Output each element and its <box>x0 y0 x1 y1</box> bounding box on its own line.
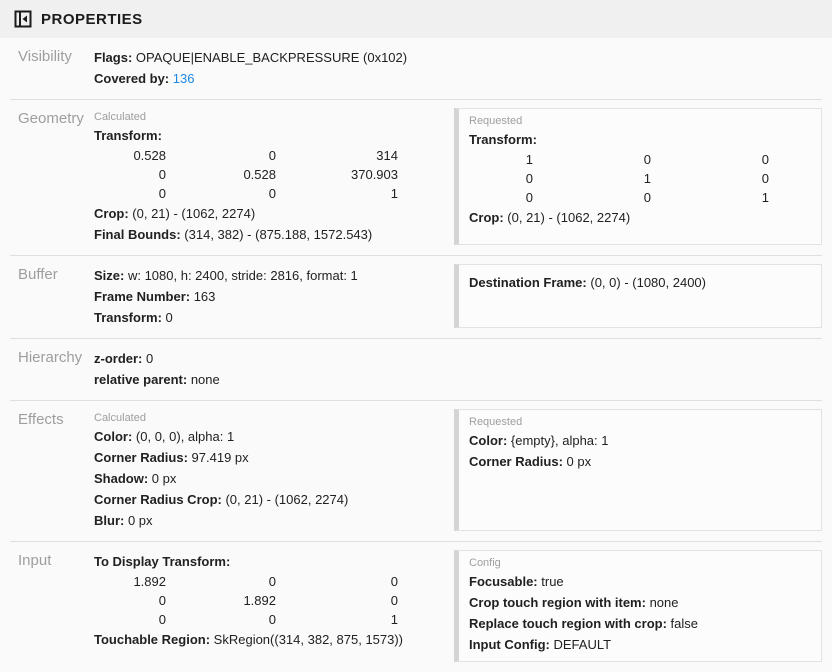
section-hierarchy <box>10 339 822 401</box>
input-config-box <box>454 550 822 662</box>
destination-frame-line: Destination Frame: (0, 0) - (1080, 2400) <box>469 275 706 290</box>
to-display-transform-line: To Display Transform: <box>94 554 231 569</box>
buffer-requested-box <box>454 264 822 328</box>
requested-transform-matrix: 1 0 0 0 1 0 0 0 1 <box>525 152 769 205</box>
section-visibility <box>10 38 822 100</box>
replace-touch-region-line: Replace touch region with crop: false <box>469 616 699 631</box>
section-input <box>10 542 822 672</box>
section-geometry <box>10 100 822 256</box>
transform-line: Transform: <box>94 128 162 143</box>
section-label-hierarchy: Hierarchy <box>18 349 83 366</box>
section-buffer <box>10 256 822 339</box>
geometry-requested-box <box>454 108 822 245</box>
buffer-transform-line: Transform: 0 <box>94 310 173 325</box>
config-tag: Config <box>469 557 501 569</box>
panel-toggle-icon[interactable] <box>14 10 32 28</box>
crop-line: Crop: (0, 21) - (1062, 2274) <box>94 206 256 221</box>
flags-line: Flags: OPAQUE|ENABLE_BACKPRESSURE (0x102) <box>94 50 408 65</box>
focusable-line: Focusable: true <box>469 574 564 589</box>
effects-requested-box <box>454 409 822 531</box>
corner-radius-line: Corner Radius: 0 px <box>469 454 592 469</box>
z-order-line: z-order: 0 <box>94 351 154 366</box>
color-line: Color: {empty}, alpha: 1 <box>469 433 609 448</box>
shadow-line: Shadow: 0 px <box>94 471 177 486</box>
page-title: PROPERTIES <box>41 10 143 28</box>
size-line: Size: w: 1080, h: 2400, stride: 2816, format: 1 <box>94 268 358 283</box>
calculated-tag: Calculated <box>94 412 146 424</box>
to-display-transform-matrix: 1.892 0 0 0 1.892 0 0 0 1 <box>133 574 398 627</box>
properties-body <box>0 38 832 672</box>
requested-tag: Requested <box>469 416 523 428</box>
input-config-line: Input Config: DEFAULT <box>469 637 612 652</box>
transform-line: Transform: <box>469 132 537 147</box>
color-line: Color: (0, 0, 0), alpha: 1 <box>94 429 235 444</box>
section-label-effects: Effects <box>18 411 64 428</box>
relative-parent-line: relative parent: none <box>94 372 220 387</box>
section-label-input: Input <box>18 552 52 569</box>
section-effects <box>10 401 822 542</box>
corner-radius-crop-line: Corner Radius Crop: (0, 21) - (1062, 2274) <box>94 492 349 507</box>
calculated-tag: Calculated <box>94 111 146 123</box>
touchable-region-line: Touchable Region: SkRegion((314, 382, 875, 1573)) <box>94 632 404 647</box>
requested-tag: Requested <box>469 115 523 127</box>
section-label-geometry: Geometry <box>18 110 84 127</box>
covered-by-link[interactable]: 136 <box>172 71 195 86</box>
final-bounds-line: Final Bounds: (314, 382) - (875.188, 1572.543) <box>94 227 373 242</box>
corner-radius-line: Corner Radius: 97.419 px <box>94 450 249 465</box>
crop-line: Crop: (0, 21) - (1062, 2274) <box>469 210 631 225</box>
section-label-buffer: Buffer <box>18 266 58 283</box>
frame-number-line: Frame Number: 163 <box>94 289 216 304</box>
covered-by-line: Covered by: 136 <box>94 71 195 86</box>
properties-header <box>0 0 832 38</box>
calculated-transform-matrix: 0.528 0 314 0 0.528 370.903 0 0 1 <box>133 148 398 201</box>
crop-touch-region-line: Crop touch region with item: none <box>469 595 679 610</box>
blur-line: Blur: 0 px <box>94 513 153 528</box>
section-label-visibility: Visibility <box>18 48 72 65</box>
